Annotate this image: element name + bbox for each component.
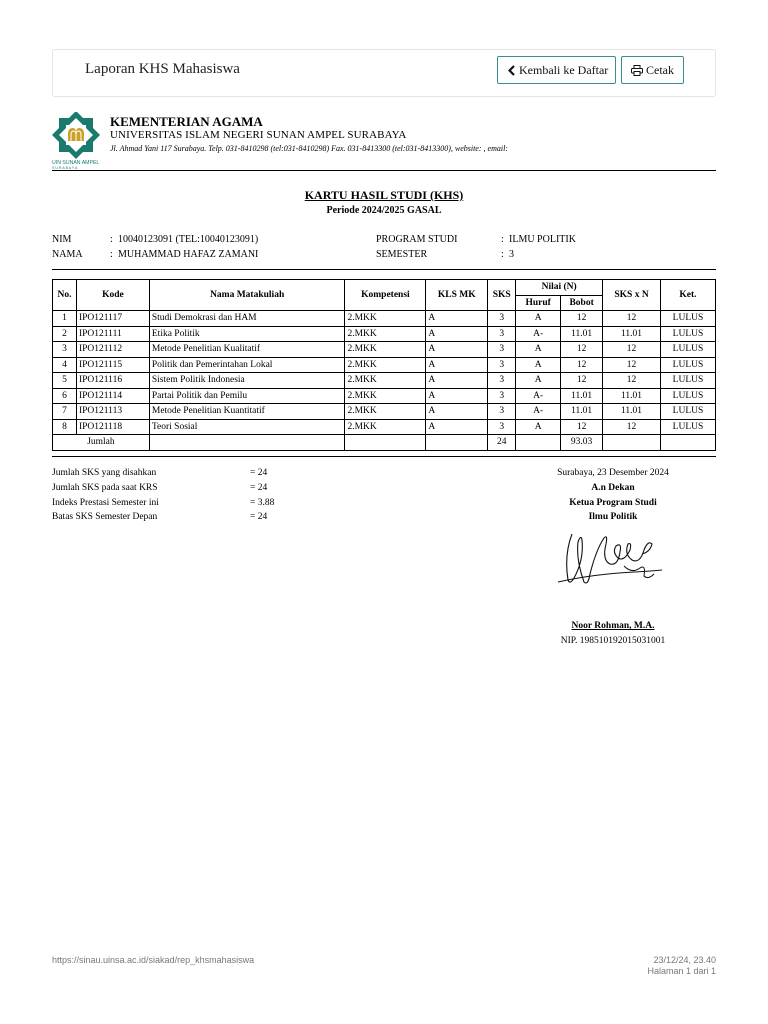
cell-nama: Metode Penelitian Kualitatif [149, 342, 345, 358]
cell-kls: A [426, 373, 488, 389]
cell-ket: LULUS [660, 388, 715, 404]
table-row [53, 404, 716, 420]
col-header-nilai: Nilai (N) [516, 280, 603, 296]
total-empty [149, 435, 345, 451]
name-label: NAMA [52, 249, 83, 260]
summary-value: = 24 [250, 512, 268, 523]
cell-no: 3 [53, 342, 77, 358]
cell-kode: IPO121111 [76, 326, 149, 342]
total-empty [516, 435, 561, 451]
table-divider [52, 456, 716, 457]
cell-sksxn: 12 [603, 342, 661, 358]
cell-sks: 3 [488, 357, 516, 373]
footer-url: https://sinau.uinsa.ac.id/siakad/rep_khsmahasiswa [52, 955, 255, 965]
table-row [53, 357, 716, 373]
total-empty [603, 435, 661, 451]
cell-ket: LULUS [660, 404, 715, 420]
cell-nama: Studi Demokrasi dan HAM [149, 311, 345, 327]
cell-huruf: A- [516, 326, 561, 342]
total-label: Jumlah [53, 435, 150, 451]
summary-value: = 3.88 [250, 497, 275, 508]
cell-bobot: 12 [561, 373, 603, 389]
semester-separator: : [501, 249, 504, 260]
cell-kls: A [426, 388, 488, 404]
cell-no: 5 [53, 373, 77, 389]
chevron-left-icon [507, 65, 516, 76]
cell-kode: IPO121112 [76, 342, 149, 358]
grades-table [52, 279, 716, 451]
logo-subcaption: S U R A B A Y A [52, 166, 78, 170]
footer-datetime: 23/12/24, 23.40 [653, 955, 716, 965]
cell-kode: IPO121117 [76, 311, 149, 327]
signature-role: Ketua Program Studi [569, 497, 657, 508]
cell-sks: 3 [488, 326, 516, 342]
ministry-name: KEMENTERIAN AGAMA [110, 114, 263, 129]
total-empty [345, 435, 426, 451]
summary-label: Batas SKS Semester Depan [52, 512, 158, 523]
name-separator: : [110, 249, 113, 260]
summary-row [52, 466, 312, 481]
cell-bobot: 11.01 [561, 404, 603, 420]
col-header-sks: SKS [488, 280, 516, 311]
total-sks: 24 [488, 435, 516, 451]
back-button-label: Kembali ke Daftar [519, 63, 609, 77]
col-header-kompetensi: Kompetensi [345, 280, 426, 311]
col-header-sksxn: SKS x N [603, 280, 661, 311]
signer-nip: NIP. 198510192015031001 [560, 636, 666, 646]
cell-kompetensi: 2.MKK [345, 388, 426, 404]
cell-kode: IPO121115 [76, 357, 149, 373]
page-title: Laporan KHS Mahasiswa [85, 61, 240, 77]
summary-block [52, 466, 312, 525]
cell-sksxn: 11.01 [603, 326, 661, 342]
cell-kls: A [426, 404, 488, 420]
cell-kode: IPO121116 [76, 373, 149, 389]
total-empty [660, 435, 715, 451]
cell-sksxn: 11.01 [603, 388, 661, 404]
signature-block [520, 466, 706, 525]
cell-bobot: 12 [561, 357, 603, 373]
cell-kompetensi: 2.MKK [345, 419, 426, 435]
col-header-ket: Ket. [660, 280, 715, 311]
nim-label: NIM [52, 234, 72, 245]
report-toolbar [52, 49, 716, 97]
signature-place-date: Surabaya, 23 Desember 2024 [557, 468, 669, 478]
cell-huruf: A- [516, 388, 561, 404]
cell-nama: Partai Politik dan Pemilu [149, 388, 345, 404]
print-button[interactable] [621, 56, 684, 84]
footer-page: Halaman 1 dari 1 [647, 966, 716, 976]
cell-ket: LULUS [660, 326, 715, 342]
table-row [53, 326, 716, 342]
cell-kls: A [426, 357, 488, 373]
cell-kls: A [426, 326, 488, 342]
cell-sks: 3 [488, 342, 516, 358]
cell-sks: 3 [488, 388, 516, 404]
cell-huruf: A- [516, 404, 561, 420]
table-row [53, 342, 716, 358]
total-empty [426, 435, 488, 451]
cell-kompetensi: 2.MKK [345, 373, 426, 389]
cell-huruf: A [516, 357, 561, 373]
cell-kompetensi: 2.MKK [345, 404, 426, 420]
university-address: Jl. Ahmad Yani 117 Surabaya. Telp. 031-8410298 (tel:031-8410298) Fax. 031-8413300 (tel:031-8413300), website: , email: [110, 144, 508, 153]
prodi-value: ILMU POLITIK [509, 234, 576, 245]
cell-kompetensi: 2.MKK [345, 311, 426, 327]
cell-sks: 3 [488, 311, 516, 327]
summary-label: Jumlah SKS pada saat KRS [52, 482, 158, 493]
cell-huruf: A [516, 342, 561, 358]
back-to-list-button[interactable] [497, 56, 616, 84]
cell-huruf: A [516, 419, 561, 435]
cell-no: 6 [53, 388, 77, 404]
cell-bobot: 12 [561, 342, 603, 358]
cell-no: 2 [53, 326, 77, 342]
cell-no: 4 [53, 357, 77, 373]
nim-value: 10040123091 (TEL:10040123091) [118, 234, 259, 245]
cell-no: 7 [53, 404, 77, 420]
cell-bobot: 11.01 [561, 388, 603, 404]
cell-sksxn: 12 [603, 357, 661, 373]
cell-kode: IPO121114 [76, 388, 149, 404]
handwritten-signature [554, 530, 666, 590]
cell-kls: A [426, 419, 488, 435]
summary-value: = 24 [250, 468, 268, 478]
col-header-bobot: Bobot [561, 295, 603, 311]
signature-unit: Ilmu Politik [588, 512, 638, 523]
summary-label: Indeks Prestasi Semester ini [52, 497, 159, 508]
cell-sksxn: 11.01 [603, 404, 661, 420]
table-row [53, 419, 716, 435]
document-period: Periode 2024/2025 GASAL [326, 205, 442, 216]
university-name: UNIVERSITAS ISLAM NEGERI SUNAN AMPEL SURABAYA [110, 129, 407, 141]
info-divider [52, 269, 716, 270]
semester-value: 3 [509, 249, 514, 260]
summary-label: Jumlah SKS yang disahkan [52, 468, 157, 478]
col-header-kls: KLS MK [426, 280, 488, 311]
semester-label: SEMESTER [376, 249, 428, 260]
prodi-separator: : [501, 234, 504, 245]
cell-kls: A [426, 311, 488, 327]
cell-sksxn: 12 [603, 311, 661, 327]
cell-nama: Etika Politik [149, 326, 345, 342]
signature-an: A.n Dekan [591, 482, 635, 493]
university-logo [52, 112, 112, 170]
cell-nama: Teori Sosial [149, 419, 345, 435]
cell-nama: Metode Penelitian Kuantitatif [149, 404, 345, 420]
col-header-nama: Nama Matakuliah [149, 280, 345, 311]
cell-sksxn: 12 [603, 419, 661, 435]
col-header-kode: Kode [76, 280, 149, 311]
cell-sks: 3 [488, 419, 516, 435]
cell-ket: LULUS [660, 373, 715, 389]
summary-value: = 24 [250, 482, 268, 493]
document-title: KARTU HASIL STUDI (KHS) [304, 188, 464, 202]
cell-sksxn: 12 [603, 373, 661, 389]
nim-separator: : [110, 234, 113, 245]
signer-name: Noor Rohman, M.A. [571, 621, 655, 631]
cell-ket: LULUS [660, 357, 715, 373]
cell-sks: 3 [488, 373, 516, 389]
cell-ket: LULUS [660, 342, 715, 358]
cell-nama: Sistem Politik Indonesia [149, 373, 345, 389]
cell-kode: IPO121113 [76, 404, 149, 420]
cell-no: 1 [53, 311, 77, 327]
col-header-no: No. [53, 280, 77, 311]
print-button-label: Cetak [646, 63, 674, 77]
summary-row [52, 496, 312, 511]
cell-kompetensi: 2.MKK [345, 342, 426, 358]
summary-row [52, 481, 312, 496]
cell-no: 8 [53, 419, 77, 435]
logo-caption: UIN SUNAN AMPEL [52, 160, 100, 166]
grades-table-body [53, 311, 716, 451]
cell-ket: LULUS [660, 419, 715, 435]
cell-kompetensi: 2.MKK [345, 357, 426, 373]
cell-bobot: 12 [561, 311, 603, 327]
header-divider [52, 170, 716, 171]
cell-nama: Politik dan Pemerintahan Lokal [149, 357, 345, 373]
cell-huruf: A [516, 373, 561, 389]
printer-icon [631, 65, 643, 76]
cell-ket: LULUS [660, 311, 715, 327]
table-row [53, 388, 716, 404]
prodi-label: PROGRAM STUDI [376, 234, 458, 245]
summary-row [52, 510, 312, 525]
cell-huruf: A [516, 311, 561, 327]
total-bobot: 93.03 [561, 435, 603, 451]
cell-kompetensi: 2.MKK [345, 326, 426, 342]
cell-kls: A [426, 342, 488, 358]
name-value: MUHAMMAD HAFAZ ZAMANI [118, 249, 259, 260]
table-total-row [53, 435, 716, 451]
table-row [53, 373, 716, 389]
cell-sks: 3 [488, 404, 516, 420]
cell-bobot: 11.01 [561, 326, 603, 342]
cell-bobot: 12 [561, 419, 603, 435]
table-row [53, 311, 716, 327]
cell-kode: IPO121118 [76, 419, 149, 435]
col-header-huruf: Huruf [516, 295, 561, 311]
